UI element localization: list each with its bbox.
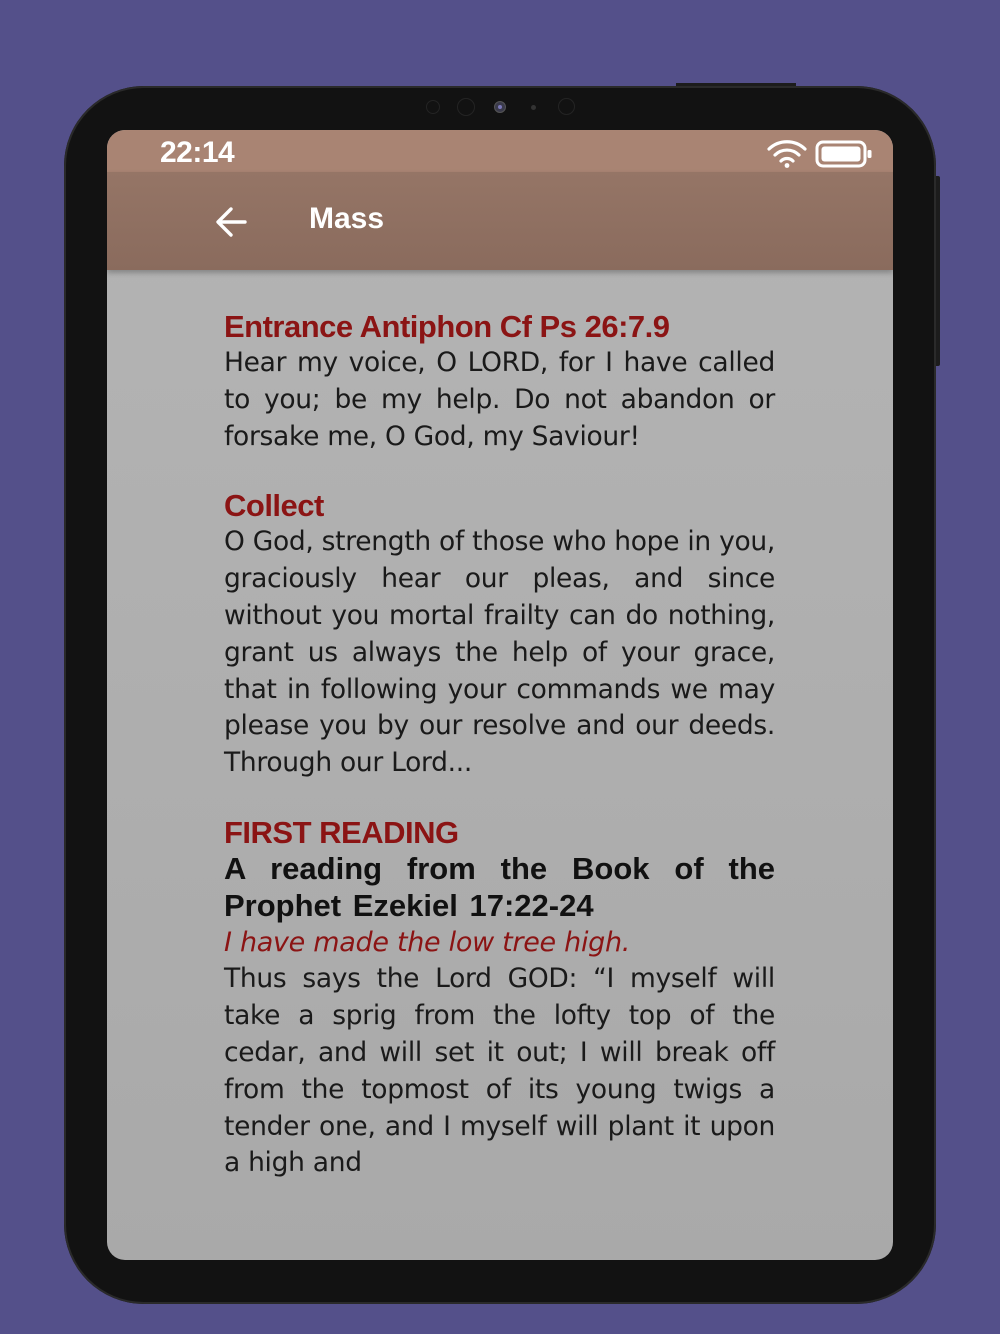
battery-icon [815,140,873,168]
arrow-left-icon[interactable] [207,198,255,246]
mass-readings [224,308,775,1214]
first-reading-text: Thus says the Lord GOD: “I myself will take a sprig from the lofty top of the cedar, and will set it out; I will break off from the topmost of its young twigs a tender one, and I myself will plant it upon a high and [224,963,775,1179]
sensor [558,98,575,115]
first-reading-source: A reading from the Book of the Prophet Ezekiel 17:22-24 [224,850,775,923]
app-bar [107,172,893,270]
screen [107,130,893,1260]
wifi-icon [767,138,807,168]
sensor-dot [531,105,536,110]
sensor [457,98,475,116]
entrance-antiphon-heading: Entrance Antiphon Cf Ps 26:7.9 [224,309,670,344]
tablet-frame [64,86,936,1304]
entrance-antiphon-section [224,308,775,455]
first-reading-summary: I have made the low tree high. [224,926,631,958]
collect-heading: Collect [224,488,324,524]
first-reading-heading: FIRST READING [224,814,459,850]
sensor-bar [64,97,936,117]
collect-section [224,487,775,782]
status-bar [107,130,893,172]
front-camera [494,101,506,113]
entrance-antiphon-text: Hear my voice, O LORD, for I have called to you; be my help. Do not abandon or forsake me, O God, my Saviour! [224,347,775,452]
power-button [676,83,796,86]
page-title: Mass [309,202,385,235]
collect-text: O God, strength of those who hope in you, graciously hear our pleas, and since without you mortal frailty can do nothing, grant us always the help of your grace, that in following your commands we may please you by our resolve and our deeds. Through our Lord... [224,526,775,779]
sensor [426,100,440,114]
status-time: 22:14 [160,136,235,169]
first-reading-section [224,814,775,1182]
volume-button [936,176,940,366]
